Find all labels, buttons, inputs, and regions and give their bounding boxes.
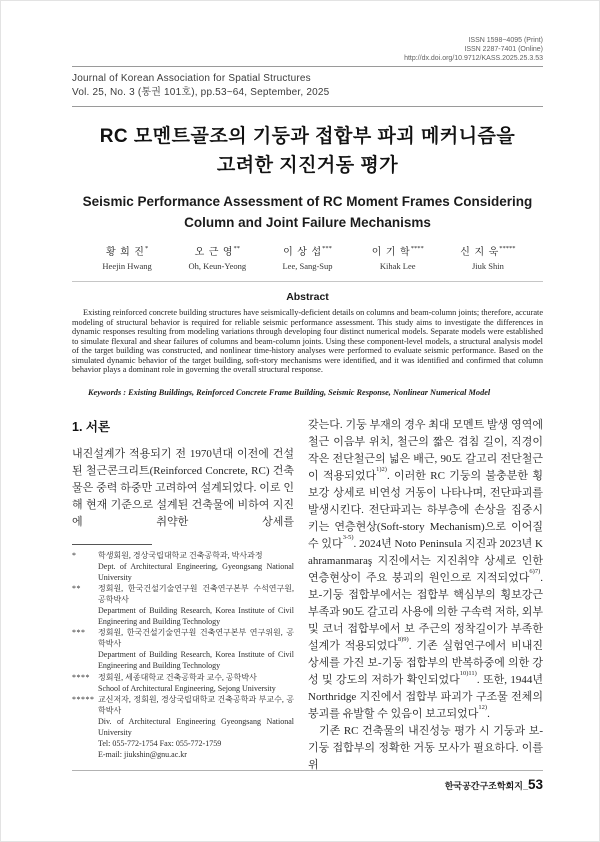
footnote-affiliation-english: Div. of Architectural Engineering Gyeongsang National University [98,716,294,737]
footer-page-number: 53 [527,777,543,792]
author-2 [172,243,262,271]
author-name: 이 기 학 [371,247,411,258]
introduction-paragraph-right-1: 갖는다. 기둥 부재의 경우 최대 모멘트 발생 영역에 철근 이음부 위치, 철근의 짧은 겹침 길이, 직경이 작은 전단철근의 넓은 배근, 90도 갈고리 전단철근이 적용되었다$^{1)2)}$. 이러한 RC 기둥의 불충분한 횡보강 상세로 비연성 거동이 나타나며, 전단파괴를 발생시킨다. 전단파괴는 하부층에 손상을 집중시키는 연층현상(Soft-story Mechanism)으로 이어질 수 있다$^{3-5)}$. 2024년 Noto Peninsula 지진과 2023년 Kahramanmaraş 지진에서는 지진취약 상세로 인한 연층현상이 주요 붕괴의 원인으로 지적되었다$^{6)7)}$. 보-기둥 접합부에서는 접합부 핵심부의 횡보강근 부족과 90도 갈고리 사용에 의한 구속력 저하, 외부 및 코너 접합부에서 보 주근의 정착길이가 부족한 설계가 적용되었다$^{8)9)}$. 기존 실험연구에서 비내진 상세를 가진 보-기둥 접합부의 반복하중에 의한 강성 및 강도의 저하가 확인되었다$^{10)11)}$. 또한, 1944년 Northridge 지진에서 접합부 파괴가 구조물 전체의 붕괴를 유발할 수 있음이 보고되었다$^{12)}$. [308,418,543,720]
title-english-line1: Seismic Performance Assessment of RC Moment Frames Considering [82,194,533,209]
keywords-line: Keywords : Existing Buildings, Reinforced Concrete Frame Building, Seismic Response, Nonlinear Numerical Model [88,387,491,397]
footnote-affiliation-english: Department of Building Research, Korea Institute of Civil Engineering and Building Technology [98,650,294,671]
journal-name: Journal of Korean Association for Spatial Structures [72,73,311,84]
body-columns [72,417,543,774]
author-name-english: Jiuk Shin [471,261,504,271]
footnote-affiliation-korean: 정회원, 한국건설기술연구원 건축연구본부 수석연구원, 공학박사 [98,583,294,604]
author-footnote-marker: *** [322,244,332,252]
title-english [72,191,543,233]
author-name: 신 지 욱 [460,247,500,258]
author-name-english: Kihak Lee [379,261,416,271]
author-name-korean [262,243,352,258]
footer-text [72,776,543,794]
footnote-2 [72,583,294,627]
author-1 [82,243,172,271]
author-3 [262,243,352,271]
author-name-korean [172,243,262,258]
author-name-korean [82,243,172,258]
footnote-4 [72,672,294,694]
title-english-line2: Column and Joint Failure Mechanisms [184,215,431,230]
author-name-english: Lee, Sang-Sup [282,261,333,271]
author-5 [443,243,533,271]
footnote-affiliation-korean: 교신저자, 정회원, 경상국립대학교 건축공학과 부교수, 공학박사 [98,694,294,715]
title-korean [72,122,543,180]
footnote-text [98,550,294,583]
issn-online: ISSN 2287-7401 (Online) [464,46,543,53]
footer-rule [72,770,543,771]
header-rule-bottom [72,106,543,107]
footnote-text [98,672,294,694]
author-name: 이 상 섭 [283,247,323,258]
footnote-marker: ***** [72,694,95,704]
footnote-1 [72,550,294,583]
footnote-tel-fax: Tel: 055-772-1754 Fax: 055-772-1759 [98,739,222,749]
footnote-marker: * [72,550,77,560]
footnote-marker: ** [72,583,81,593]
footnote-affiliation-korean: 학생회원, 경상국립대학교 건축공학과, 박사과정 [98,550,263,560]
page-footer [72,770,543,794]
introduction-paragraph-right-2: 기존 RC 건축물의 내진성능 평가 시 기둥과 보-기둥 접합부의 정확한 거동 모사가 필요하다. 이를 위 [308,724,543,771]
footnote-affiliation-korean: 정회원, 한국건설기술연구원 건축연구본부 연구위원, 공학박사 [98,628,294,649]
issn-block [72,36,543,63]
author-name-english: Oh, Keun-Yeong [188,261,247,271]
footnote-marker: **** [72,672,90,682]
author-footnote-marker: ** [233,244,241,252]
footnote-affiliation-english: Department of Building Research, Korea Institute of Civil Engineering and Building Technology [98,605,294,627]
author-list [72,243,543,271]
footnote-text [98,583,294,627]
footnote-affiliation-english: School of Architectural Engineering, Sejong University [98,683,276,693]
right-column [308,417,543,774]
footnote-marker: *** [72,628,86,638]
footnote-5-corresponding-author [72,694,294,761]
footnote-affiliation-english: Dept. of Architectural Engineering, Gyeongsang National University [98,561,294,582]
abstract-divider [72,281,543,282]
footnote-email: E-mail: jiukshin@gnu.ac.kr [98,750,187,760]
author-footnote-marker: * [144,244,149,252]
author-name-korean [353,243,443,258]
abstract-heading: Abstract [286,291,329,303]
footnote-affiliation-korean: 정회원, 세종대학교 건축공학과 교수, 공학박사 [98,672,257,682]
abstract-text: Existing reinforced concrete building structures have seismically-deficient details on columns and beam-column joints; therefore, accurate modeling of structural behavior is required for reliable seismic performance assessment. This study aims to investigate the differences in dynamic responses resulting from modeling variations through developing four distinct numerical models. Separate models were established to simulate flexural and shear failures of columns and beam-column joints. Using these component-level models, a structural analysis model of the target building was constructed, and nonlinear time-history analyses were performed to evaluate seismic performance. Based on the simulated dynamic behavior of the target building, soft-story mechanisms were identified, and it was identified and confirmed that column behavior plays a dominant role in governing the overall structural response. [72,308,543,374]
footer-journal-name: 한국공간구조학회지_ [444,781,528,791]
author-4 [353,243,443,271]
title-korean-line2: 고려한 지진거동 평가 [216,155,399,176]
journal-info [72,67,543,106]
issn-print: ISSN 1598~4095 (Print) [468,37,543,44]
footnote-text [98,694,294,761]
footnote-list [72,550,294,761]
journal-issue: Vol. 25, No. 3 (통권 101호), pp.53~64, September, 2025 [72,86,330,98]
author-name-korean [443,243,533,258]
doi-link: http://dx.doi.org/10.9712/KASS.2025.25.3.53 [404,55,543,62]
footnote-3 [72,627,294,671]
author-name: 오 근 영 [194,247,234,258]
author-name-english: Heejin Hwang [102,261,152,271]
author-footnote-marker: **** [410,244,424,252]
introduction-paragraph-left: 내진설계가 적용되기 전 1970년대 이전에 건설된 철근콘크리트(Reinforced Concrete, RC) 건축물은 중력 하중만 고려하여 설계되었다. 이로 인해 현재 기준으로 설계된 건축물에 비하여 지진에 취약한 상세를 [72,447,294,528]
author-footnote-marker: ***** [499,244,516,252]
section-1-heading: 1. 서론 [72,419,111,434]
left-column [72,417,294,774]
footnote-separator [72,544,152,545]
author-name: 황 희 진 [105,247,145,258]
footnote-text [98,627,294,671]
title-korean-line1: RC 모멘트골조의 기둥과 접합부 파괴 메커니즘을 [99,126,516,147]
